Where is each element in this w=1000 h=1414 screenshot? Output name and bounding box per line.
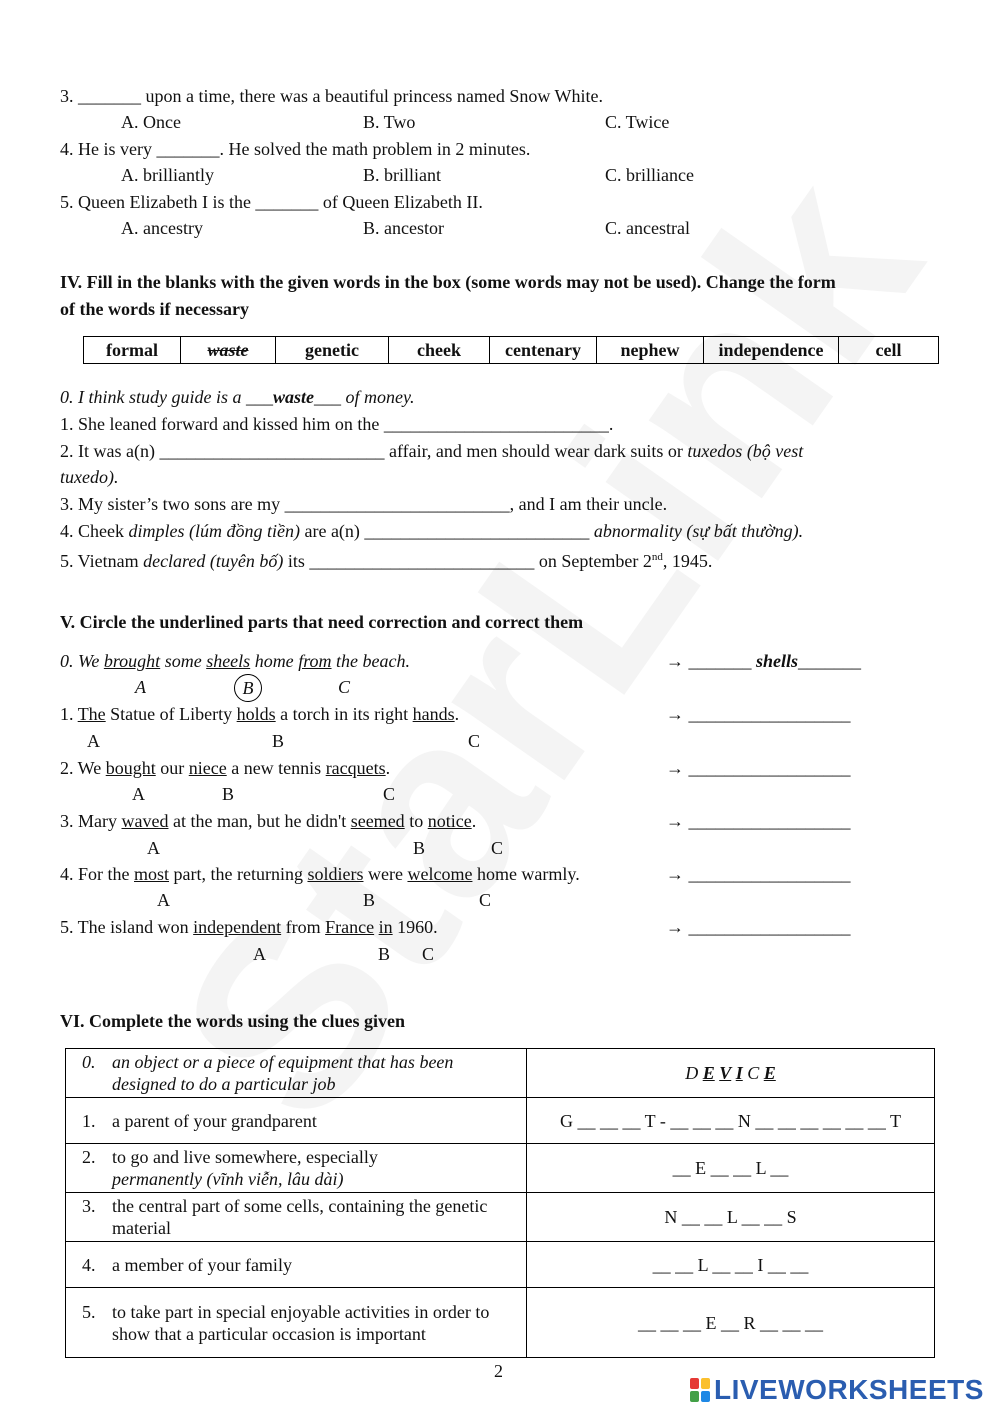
- section-4-q5: 5. Vietnam declared (tuyên bố) its _________________________ on September 2nd, 1945.: [60, 551, 713, 571]
- liveworksheets-logo: [690, 1374, 984, 1406]
- letter-a: A: [87, 731, 100, 751]
- section-4-example: 0. I think study guide is a ___waste___ of money.: [60, 387, 415, 407]
- option-5b: B. ancestor: [363, 218, 444, 238]
- clue-cell: 0. an object or a piece of equipment that has been designed to do a particular job: [66, 1049, 527, 1098]
- letter-a: A: [135, 677, 146, 697]
- answer-line-3[interactable]: → __________________: [666, 811, 851, 831]
- letter-c: C: [479, 890, 492, 910]
- section-6-heading: VI. Complete the words using the clues given: [60, 1011, 405, 1031]
- section-4-heading-line2: of the words if necessary: [60, 299, 249, 319]
- clues-table: [65, 1048, 935, 1358]
- answer-line-2[interactable]: → __________________: [666, 758, 851, 778]
- table-row: [66, 1242, 935, 1288]
- table-row: [66, 1049, 935, 1098]
- word-box-cell: cheek: [389, 337, 490, 364]
- example-answer: waste: [272, 387, 314, 407]
- letter-a: A: [157, 890, 170, 910]
- option-5a: A. ancestry: [121, 218, 203, 238]
- option-4a: A. brilliantly: [121, 165, 214, 185]
- option-3b: B. Two: [363, 112, 416, 132]
- letter-b: B: [363, 890, 376, 910]
- answer-cell[interactable]: __ E __ __ L __: [527, 1144, 935, 1193]
- letter-c: C: [383, 784, 396, 804]
- section-4-q4: 4. Cheek dimples (lúm đồng tiền) are a(n) _________________________ abnormality (sự bất thường).: [60, 521, 804, 541]
- section-5-q4: 4. For the most part, the returning soldiers were welcome home warmly.: [60, 864, 580, 884]
- arrow-icon: →: [666, 758, 684, 778]
- option-3a: A. Once: [121, 112, 181, 132]
- section-5-q1: 1. The Statue of Liberty holds a torch in its right hands.: [60, 704, 460, 724]
- question-5-stem: 5. Queen Elizabeth I is the _______ of Queen Elizabeth II.: [60, 192, 483, 212]
- word-box-cell: independence: [704, 337, 839, 364]
- answer-cell: D E V I C E: [527, 1049, 935, 1098]
- answer-line-4[interactable]: → __________________: [666, 864, 851, 884]
- arrow-icon: →: [666, 917, 684, 937]
- section-5-q3: 3. Mary waved at the man, but he didn't seemed to notice.: [60, 811, 477, 831]
- letter-b: B: [413, 838, 426, 858]
- arrow-icon: →: [666, 704, 684, 724]
- example-answer-line: → _______ shells_______: [666, 651, 862, 671]
- letter-c: C: [491, 838, 504, 858]
- word-box: [83, 336, 939, 364]
- question-3-stem: 3. _______ upon a time, there was a beautiful princess named Snow White.: [60, 86, 604, 106]
- logo-mark-icon: [690, 1378, 710, 1402]
- table-row: [66, 1144, 935, 1193]
- letter-c: C: [338, 677, 351, 697]
- clue-cell: 2. to go and live somewhere, especially permanently (vĩnh viễn, lâu dài): [66, 1144, 527, 1193]
- letter-b: B: [272, 731, 285, 751]
- answer-line-5[interactable]: → __________________: [666, 917, 851, 937]
- letter-b-circled: B: [240, 674, 262, 702]
- answer-cell[interactable]: __ __ L __ __ I __ __: [527, 1242, 935, 1288]
- clue-cell: 3. the central part of some cells, containing the genetic material: [66, 1193, 527, 1242]
- arrow-icon: →: [666, 864, 684, 884]
- table-row: [66, 1098, 935, 1144]
- arrow-icon: →: [666, 811, 684, 831]
- letter-a: A: [253, 944, 266, 964]
- option-4b: B. brilliant: [363, 165, 441, 185]
- answer-cell[interactable]: __ __ __ E __ R __ __ __: [527, 1288, 935, 1358]
- arrow-icon: →: [666, 651, 684, 671]
- word-box-cell: nephew: [597, 337, 704, 364]
- letter-c: C: [422, 944, 435, 964]
- section-4-heading: IV. Fill in the blanks with the given words in the box (some words may not be used). Change the form: [60, 272, 836, 292]
- section-4-q1: 1. She leaned forward and kissed him on the _________________________.: [60, 414, 614, 434]
- answer-line-1[interactable]: → __________________: [666, 704, 851, 724]
- section-5-example: 0. We brought some sheels home from the beach.: [60, 651, 410, 671]
- letter-b: B: [378, 944, 391, 964]
- question-4-stem: 4. He is very _______. He solved the math problem in 2 minutes.: [60, 139, 531, 159]
- section-5-heading: V. Circle the underlined parts that need correction and correct them: [60, 612, 584, 632]
- option-4c: C. brilliance: [605, 165, 694, 185]
- letter-b: B: [222, 784, 235, 804]
- section-4-q2-line2: tuxedo).: [60, 467, 119, 487]
- page-number: 2: [494, 1361, 503, 1381]
- clue-cell: 5. to take part in special enjoyable activities in order to show that a particular occasion is important: [66, 1288, 527, 1358]
- letter-a: A: [147, 838, 160, 858]
- section-5-q5: 5. The island won independent from France in 1960.: [60, 917, 438, 937]
- clue-cell: 1. a parent of your grandparent: [66, 1098, 527, 1144]
- table-row: [66, 1288, 935, 1358]
- table-row: [66, 1193, 935, 1242]
- word-box-cell: formal: [84, 337, 181, 364]
- answer-cell[interactable]: G __ __ __ T - __ __ __ N __ __ __ __ __ __ T: [527, 1098, 935, 1144]
- section-5-q2: 2. We bought our niece a new tennis racquets.: [60, 758, 391, 778]
- option-3c: C. Twice: [605, 112, 670, 132]
- letter-c: C: [468, 731, 481, 751]
- word-box-cell: cell: [839, 337, 939, 364]
- logo-text: LIVEWORKSHEETS: [714, 1374, 984, 1405]
- word-box-cell-used: waste: [181, 337, 276, 364]
- section-4-q2: 2. It was a(n) _________________________ affair, and men should wear dark suits or tuxedos (bộ vest: [60, 441, 804, 461]
- option-5c: C. ancestral: [605, 218, 690, 238]
- section-4-q3: 3. My sister’s two sons are my _________________________, and I am their uncle.: [60, 494, 668, 514]
- word-box-cell: centenary: [490, 337, 597, 364]
- word-box-cell: genetic: [276, 337, 389, 364]
- letter-a: A: [132, 784, 145, 804]
- answer-cell[interactable]: N __ __ L __ __ S: [527, 1193, 935, 1242]
- clue-cell: 4. a member of your family: [66, 1242, 527, 1288]
